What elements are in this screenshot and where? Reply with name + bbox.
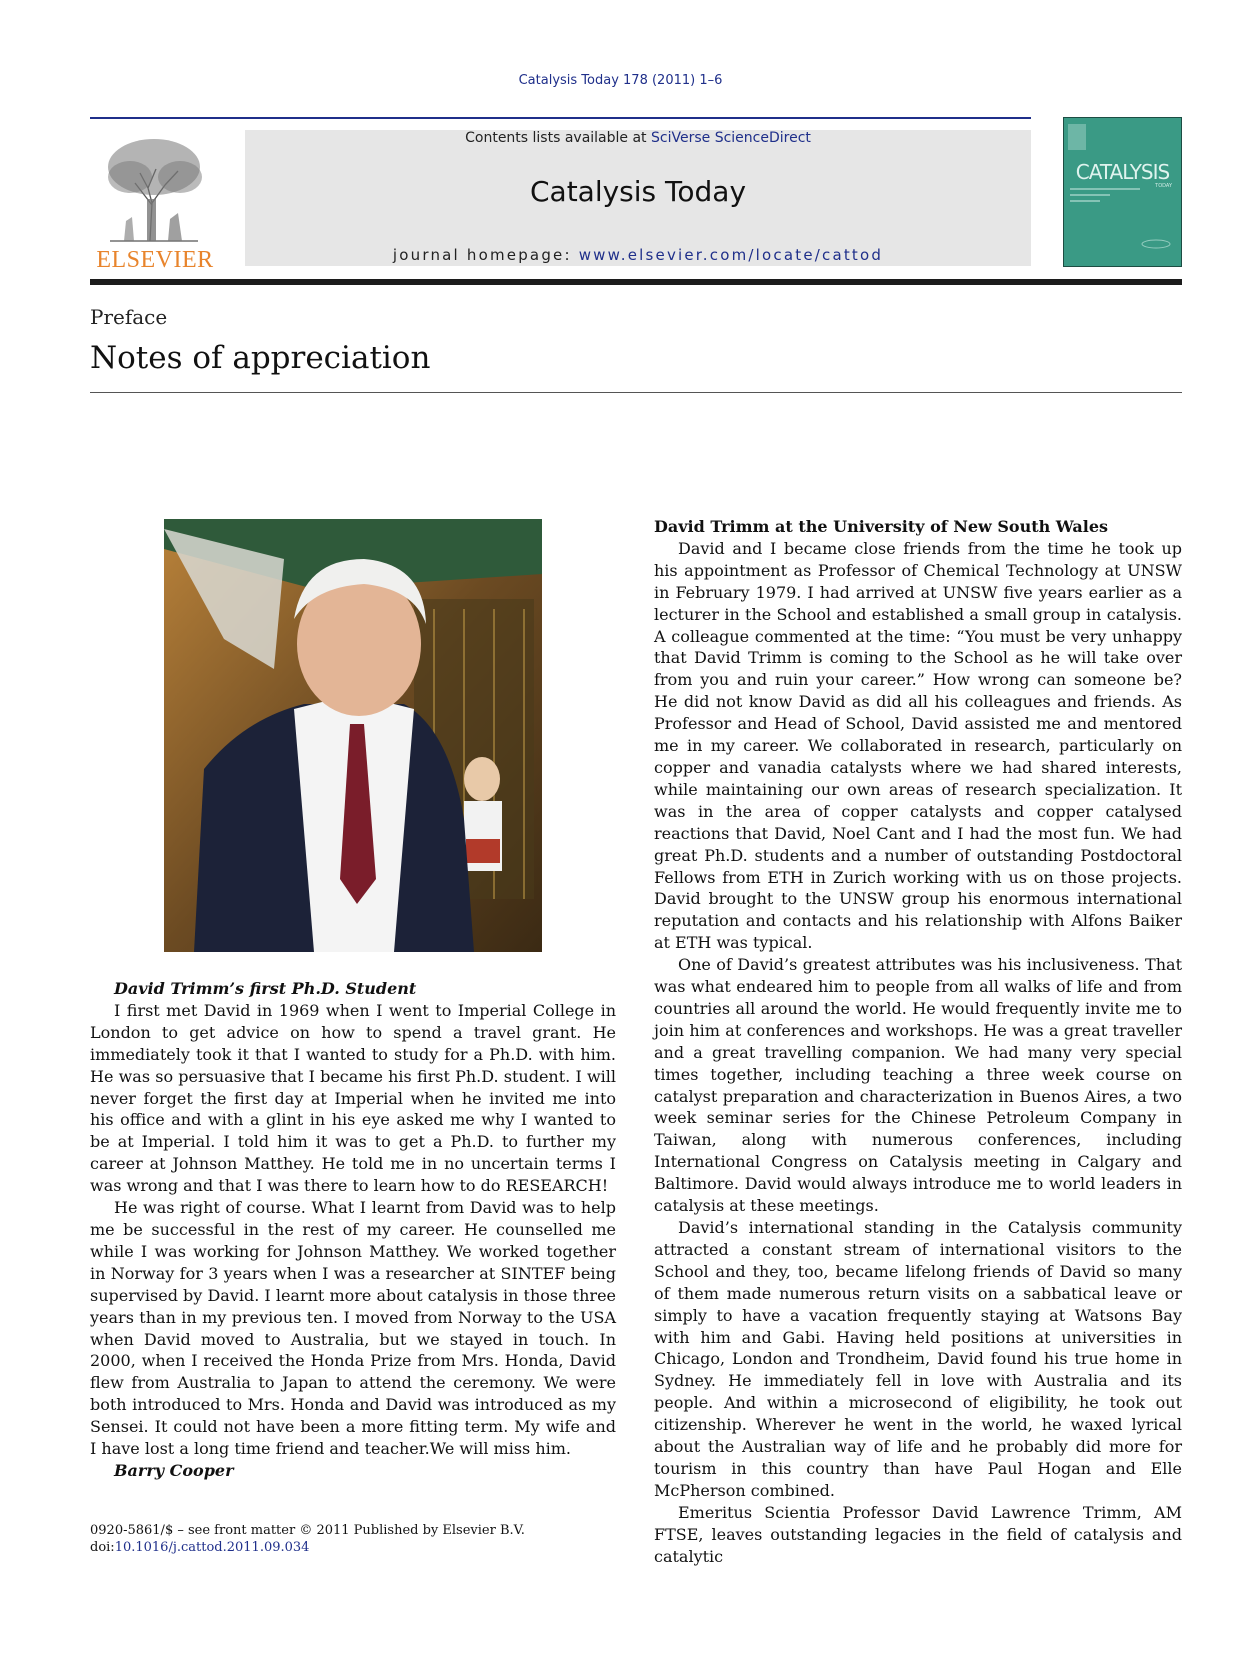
- right-paragraph: Emeritus Scientia Professor David Lawrence Trimm, AM FTSE, leaves outstanding legacies in the field of catalysis and catalytic: [654, 1502, 1182, 1566]
- left-section-heading: David Trimm’s first Ph.D. Student: [114, 979, 417, 998]
- homepage-prefix: journal homepage:: [392, 246, 579, 264]
- homepage-link[interactable]: www.elsevier.com/locate/cattod: [578, 246, 884, 264]
- header-bottom-rule: [90, 279, 1182, 285]
- doi-prefix: doi:: [90, 1540, 115, 1555]
- cover-title: CATALYSIS: [1075, 160, 1170, 184]
- left-column: [90, 978, 616, 1482]
- right-paragraph: David’s international standing in the Catalysis community attracted a constant stream of international visitors to the School and they, too, became lifelong friends of David so many of them made numerous return visits on a sabbatical leave or simply to have a vacation frequently staying at Watsons Bay with him and Gabi. Having held positions at universities in Chicago, London and Trondheim, David found his true home in Sydney. He immediately fell in love with Australia and its people. And within a microsecond of eligibility, he took out citizenship. Wherever he went in the world, he waxed lyrical about the Australian way of life and he probably did more for tourism in this country than have Paul Hogan and Elle McPherson combined.: [654, 1218, 1182, 1500]
- right-column: [654, 516, 1182, 1568]
- journal-title: Catalysis Today: [529, 175, 747, 208]
- left-paragraph: He was right of course. What I learnt from David was to help me be successful in the rest of my career. He counselled me while I was working for Johnson Matthey. We worked together in Norway for 3 years when I was a researcher at SINTEF being supervised by David. I learnt more about catalysis in those three years than in my previous ten. I moved from Norway to the USA when David moved to Australia, but we stayed in touch. In 2000, when I received the Honda Prize from Mrs. Honda, David flew from Australia to Japan to attend the ceremony. We were both introduced to Mrs. Honda and David was introduced as my Sensei. It could not have been a more fitting term. My wife and I have lost a long time friend and teacher.We will miss him.: [90, 1198, 616, 1459]
- publisher-name: ELSEVIER: [96, 247, 214, 273]
- issn-line: 0920-5861/$ – see front matter © 2011 Published by Elsevier B.V.: [90, 1523, 525, 1538]
- contents-availability: [245, 130, 1031, 146]
- journal-cover-image: [1063, 117, 1182, 267]
- right-section-heading: David Trimm at the University of New South Wales: [654, 517, 1109, 536]
- doi-link[interactable]: 10.1016/j.cattod.2011.09.034: [114, 1540, 310, 1555]
- right-paragraph: David and I became close friends from the time he took up his appointment as Professor of Chemical Technology at UNSW in February 1979. I had arrived at UNSW five years earlier as a lecturer in the School and established a small group in catalysis. A colleague commented at the time: “You must be very unhappy that David Trimm is coming to the School as he will take over from you and ruin your career.” How wrong can someone be? He did not know David as did all his colleagues and friends. As Professor and Head of School, David assisted me and mentored me in my career. We collaborated in research, particularly on copper and vanadia catalysts where we had shared interests, while maintaining our own areas of research specialization. It was in the area of copper catalysts and copper catalysed reactions that David, Noel Cant and I had the most fun. We had great Ph.D. students and a number of outstanding Postdoctoral Fellows from ETH in Zurich working with us on those projects. David brought to the UNSW group his enormous international reputation and contacts and his relationship with Alfons Baiker at ETH was typical.: [654, 538, 1182, 953]
- header-top-rule: [90, 117, 1031, 119]
- left-paragraph: I first met David in 1969 when I went to Imperial College in London to get advice on how to spend a travel grant. He immediately took it that I wanted to study for a Ph.D. with him. He was so persuasive that I became his first Ph.D. student. I will never forget the first day at Imperial when he invited me into his office and with a glint in his eye asked me why I wanted to be at Imperial. I told him it was to get a Ph.D. to further my career at Johnson Matthey. He told me in no uncertain terms I was wrong and that I was there to learn how to do RESEARCH!: [90, 1000, 616, 1196]
- article-footer: [90, 1522, 525, 1556]
- section-label: Preface: [90, 305, 168, 329]
- doi-line: [90, 1539, 525, 1556]
- title-rule: [90, 392, 1182, 393]
- portrait-photo: [164, 519, 542, 952]
- left-signature: Barry Cooper: [114, 1460, 234, 1480]
- cover-subtitle: TODAY: [1155, 183, 1172, 189]
- article-title: Notes of appreciation: [90, 340, 431, 376]
- journal-homepage: [245, 246, 1031, 264]
- contents-prefix: Contents lists available at: [465, 130, 651, 146]
- sciencedirect-link[interactable]: SciVerse ScienceDirect: [651, 130, 811, 146]
- right-paragraph: One of David’s greatest attributes was his inclusiveness. That was what endeared him to people from all walks of life and from countries all around the world. He would frequently invite me to join him at conferences and workshops. He was a great traveller and a great travelling companion. We had many very special times together, including teaching a three week course on catalyst preparation and characterization in Buenos Aires, a two week seminar series for the Chinese Petroleum Company in Taiwan, along with numerous conferences, including International Congress on Catalysis meeting in Calgary and Baltimore. David would always introduce me to world leaders in catalysis at these meetings.: [654, 955, 1182, 1216]
- journal-citation[interactable]: Catalysis Today 178 (2011) 1–6: [518, 73, 723, 88]
